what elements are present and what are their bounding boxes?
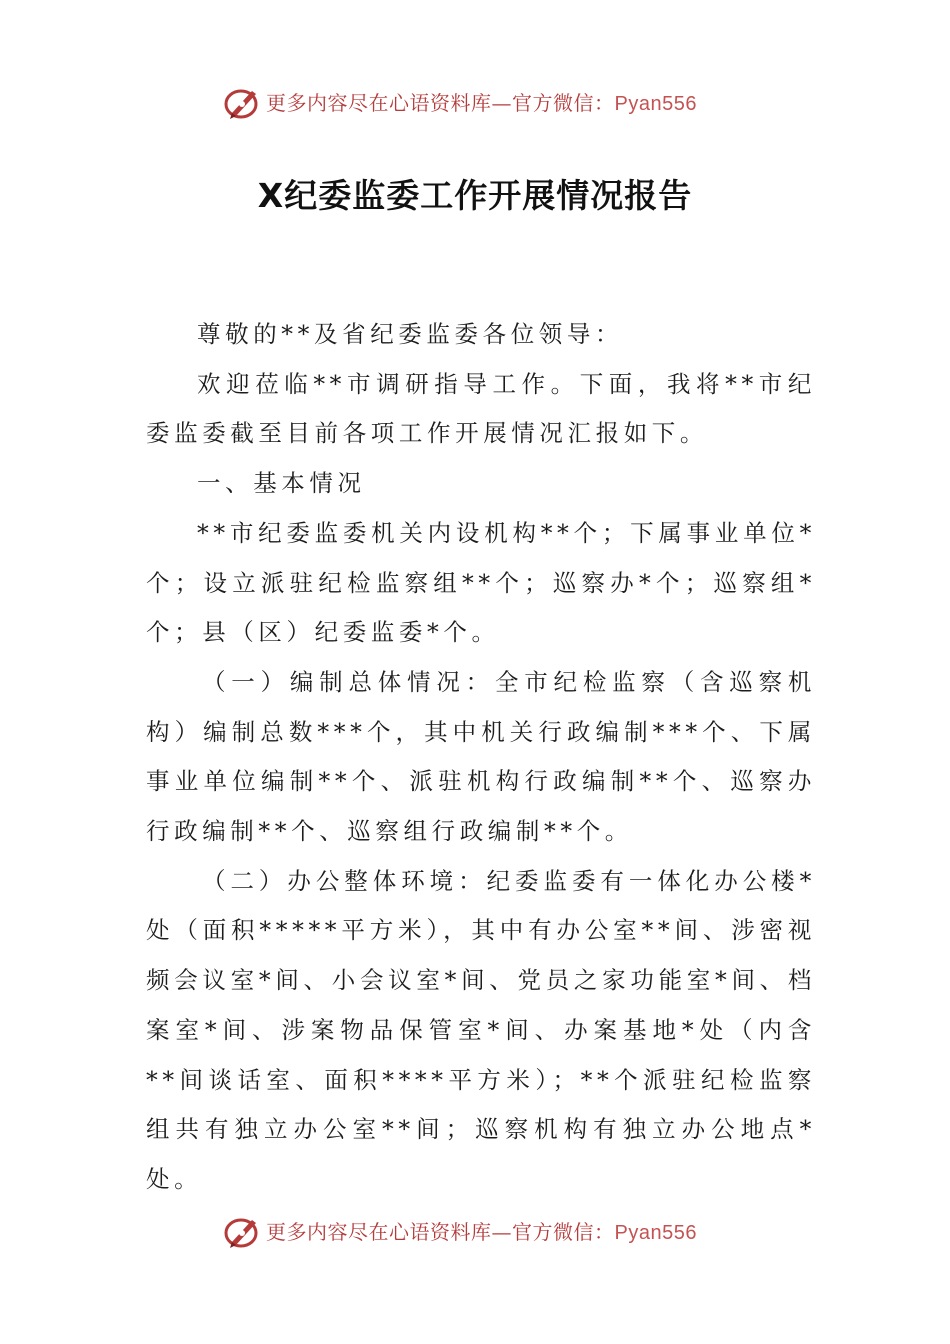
document-body: [146, 310, 816, 1205]
watermark-separator: —: [491, 1220, 512, 1244]
watermark-wechat-label: 官方微信：: [512, 91, 615, 115]
paragraph-office-environment: （二）办公整体环境：纪委监委有一体化办公楼*处（面积*****平方米），其中有办公室**间、涉密视频会议室*间、小会议室*间、党员之家功能室*间、档案室*间、涉案物品保管室*间、办案基地*处（内含**间谈话室、面积****平方米）；**个派驻纪检监察组共有独立办公室**间；巡察机构有独立办公地点*处。: [146, 866, 816, 1193]
footer-watermark: [0, 1212, 950, 1252]
watermark-text: [266, 91, 697, 116]
document-title: X纪委监委工作开展情况报告: [257, 176, 693, 215]
paragraph-staffing: （一）编制总体情况：全市纪检监察（含巡察机构）编制总数***个，其中机关行政编制***个、下属事业单位编制**个、派驻机构行政编制**个、巡察办行政编制**个、巡察组行政编制**个。: [146, 667, 816, 846]
section-heading-basic-info: 一、基本情况: [197, 469, 366, 498]
watermark-wechat-label: 官方微信：: [512, 1220, 615, 1244]
watermark-text: [266, 1220, 697, 1245]
watermark-wechat-id: Pyan556: [614, 1222, 697, 1244]
paragraph-intro: 欢迎莅临**市调研指导工作。下面，我将**市纪委监委截至目前各项工作开展情况汇报如下。: [146, 369, 816, 448]
watermark-separator: —: [491, 91, 512, 115]
watermark-slogan: 更多内容尽在心语资料库: [266, 1220, 492, 1244]
header-watermark: [0, 83, 950, 123]
paragraph-structure: **市纪委监委机关内设机构**个；下属事业单位*个；设立派驻纪检监察组**个；巡察办*个；巡察组*个；县（区）纪委监委*个。: [146, 518, 816, 647]
watermark-slogan: 更多内容尽在心语资料库: [266, 91, 492, 115]
pen-in-circle-icon: [222, 1212, 262, 1252]
pen-in-circle-icon: [222, 83, 262, 123]
watermark-wechat-id: Pyan556: [614, 93, 697, 115]
salutation: 尊敬的**及省纪委监委各位领导：: [197, 320, 624, 348]
